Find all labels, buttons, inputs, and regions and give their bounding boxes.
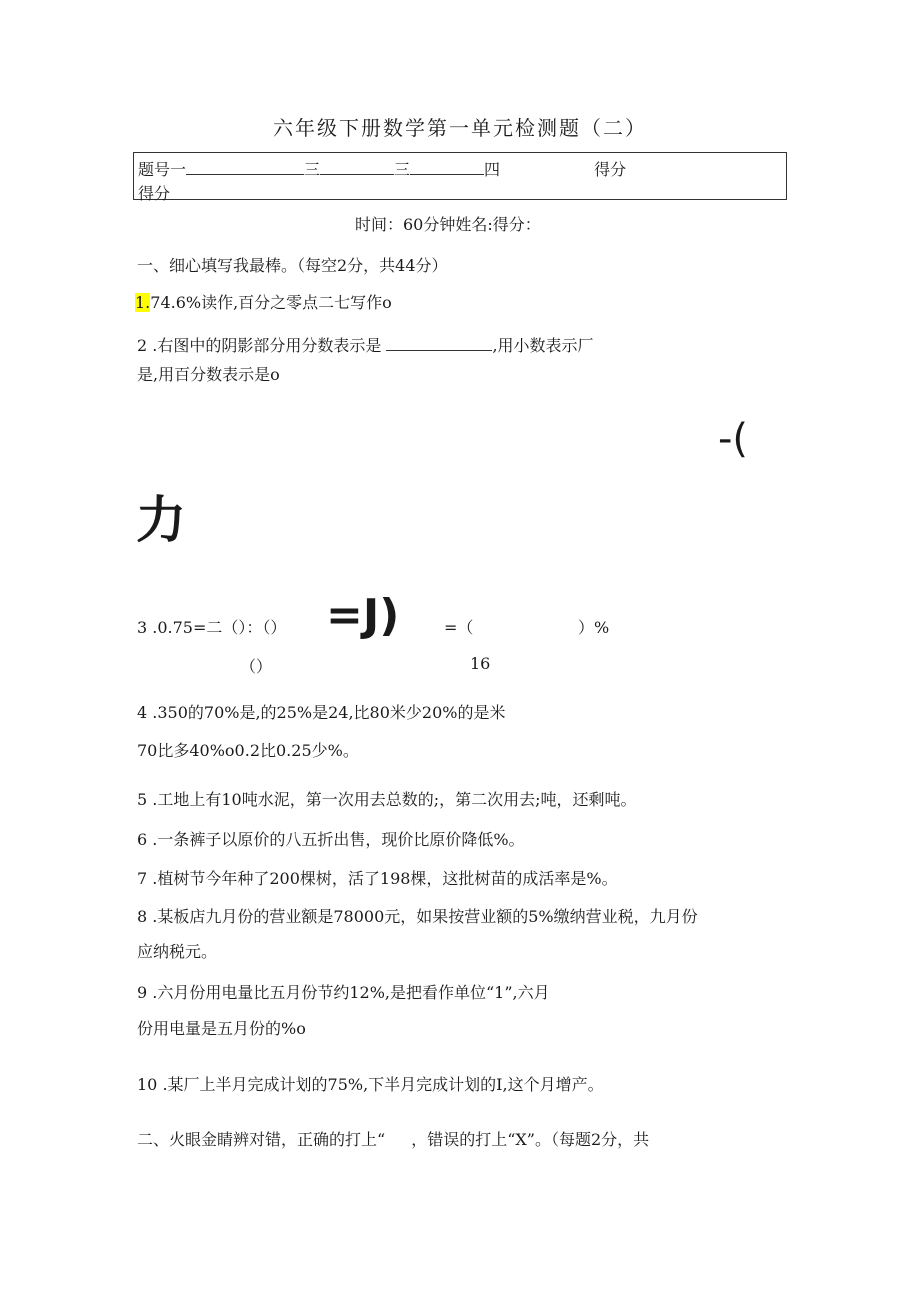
question-text: ）%	[578, 618, 610, 637]
heading-text: 二、火眼金睛辨对错，正确的打上“	[137, 1130, 386, 1149]
answer-blank	[186, 160, 304, 175]
section-2-heading	[137, 1127, 649, 1150]
score-cell: 题号一	[138, 160, 187, 179]
answer-blank	[410, 160, 484, 175]
question-6: 6 .一条裤子以原价的八五折出售，现价比原价降低%。	[137, 830, 525, 849]
figure-fragment: 力	[136, 491, 186, 549]
question-9-line-1: 9 .六月份用电量比五月份节约12%,是把看作单位“1”,六月	[137, 983, 550, 1002]
answer-blank	[320, 160, 394, 175]
question-9-line-2: 份用电量是五月份的%o	[137, 1019, 306, 1038]
page-title: 六年级下册数学第一单元检测题（二）	[273, 116, 647, 140]
question-3-line-1	[137, 615, 286, 638]
question-10: 10 .某厂上半月完成计划的75%,下半月完成计划的I,这个月增产。	[137, 1075, 604, 1094]
score-table-row-1	[138, 157, 626, 180]
fraction-glyph: =J)	[326, 590, 400, 641]
score-cell: 四	[484, 160, 501, 179]
score-cell: 得分	[594, 160, 627, 179]
question-text: 3 .0.75=二（）：（）	[137, 618, 287, 637]
score-table-row-2: 得分	[138, 184, 171, 203]
question-4-line-1: 4 .350的70%是,的25%是24,比80米少20%的是米	[137, 703, 506, 722]
question-8-line-1: 8 .某板店九月份的营业额是78000元，如果按营业额的5%缴纳营业税，九月份	[137, 907, 698, 926]
question-5: 5 .工地上有10吨水泥，第一次用去总数的;，第二次用去;吨，还剩吨。	[137, 790, 637, 809]
section-1-heading: 一、细心填写我最棒。（每空2分，共44分）	[137, 256, 448, 275]
question-2-line-1	[137, 333, 594, 356]
info-line: 时间：60分钟姓名:得分：	[355, 215, 541, 234]
question-text: 74.6%读作,百分之零点二七写作o	[150, 293, 392, 312]
question-8-line-2: 应纳税元。	[137, 942, 218, 961]
question-1	[135, 290, 392, 313]
heading-text: ，错误的打上“X”。（每题2分，共	[411, 1130, 650, 1149]
question-number: 1.	[135, 293, 151, 312]
question-text: 2 .右图中的阴影部分用分数表示是	[137, 336, 382, 355]
question-7: 7 .植树节今年种了200棵树，活了198棵，这批树苗的成活率是%。	[137, 869, 618, 888]
question-4-line-2: 70比多40%o0.2比0.25少%。	[137, 741, 359, 760]
question-text: =（	[444, 618, 474, 637]
score-cell: 三	[394, 160, 411, 179]
answer-blank	[386, 336, 492, 351]
fraction-denominator: 16	[470, 654, 491, 673]
score-cell: 三	[304, 160, 321, 179]
question-text: ,用小数表示厂	[492, 336, 594, 355]
figure-fragment: -(	[718, 416, 749, 462]
question-2-line-2: 是,用百分数表示是o	[137, 365, 280, 384]
fraction-denominator: （）	[240, 657, 273, 676]
